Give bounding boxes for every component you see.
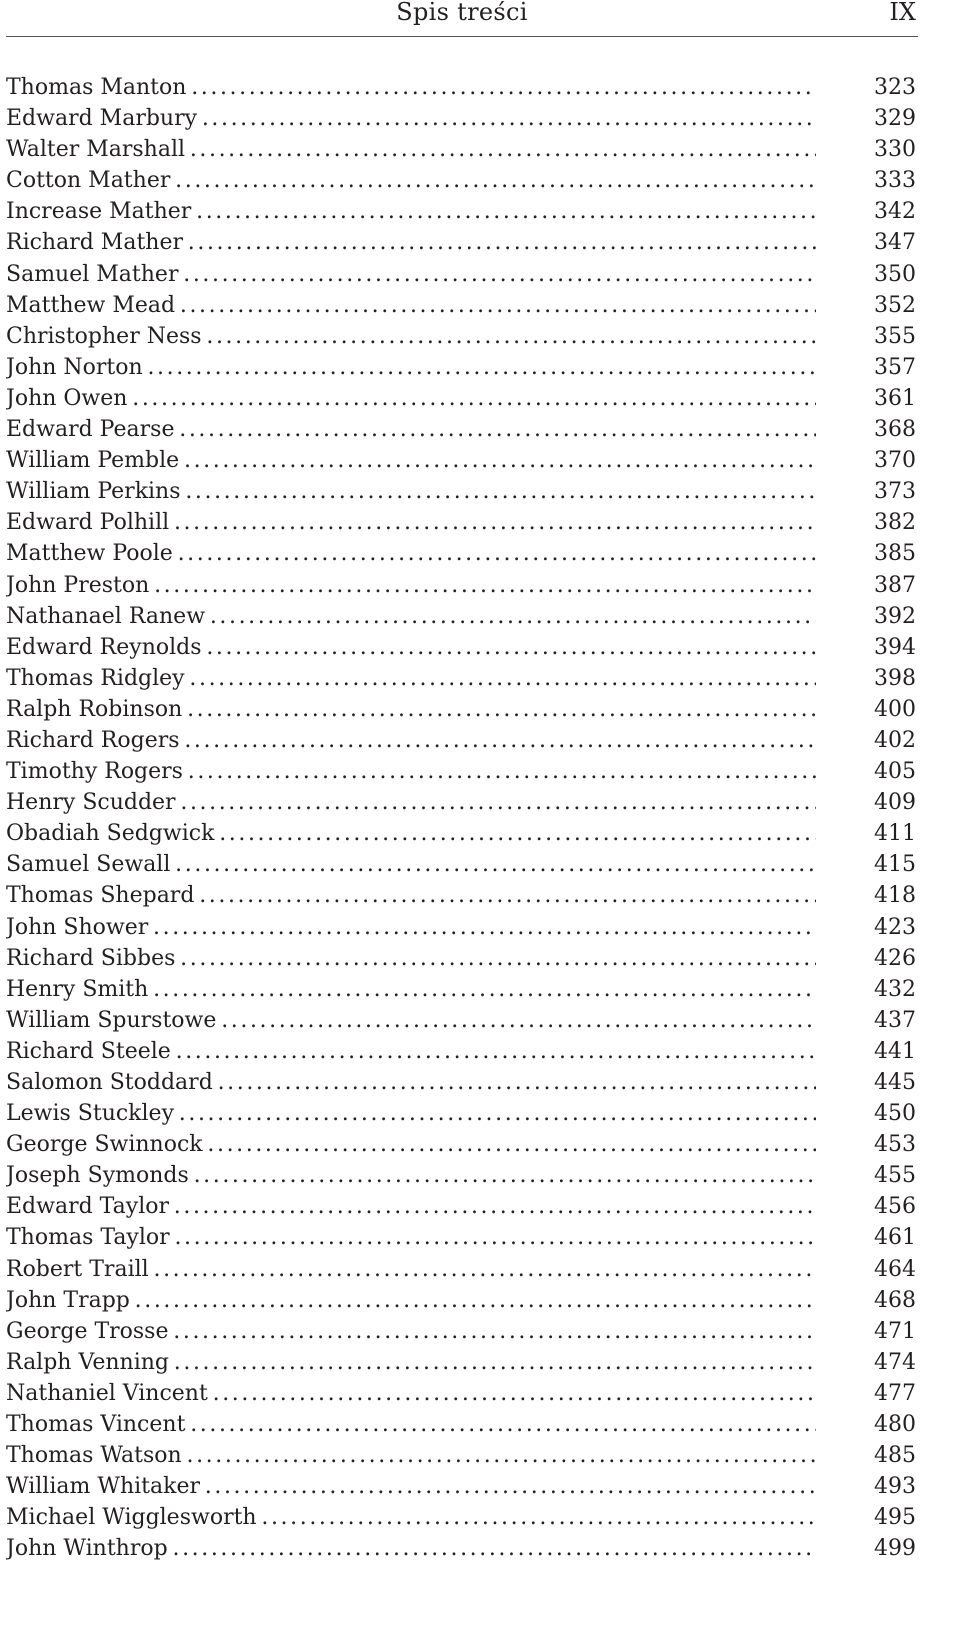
toc-entry-name: Ralph Robinson . . . xyxy=(6,694,816,725)
toc-entry-page: 330 xyxy=(874,137,916,163)
toc-entry-page: 411 xyxy=(874,821,916,847)
toc-entry[interactable] xyxy=(6,694,916,725)
toc-entry[interactable] xyxy=(6,1471,916,1502)
toc-entry[interactable] xyxy=(6,1036,916,1067)
toc-entry-name: John Trapp . . . xyxy=(6,1285,816,1316)
toc-entry[interactable] xyxy=(6,196,916,227)
toc-entry-page: 323 xyxy=(874,75,916,100)
toc-entry-page: 385 xyxy=(874,541,916,567)
toc-entry-page: 352 xyxy=(874,292,916,318)
toc-entry[interactable] xyxy=(6,725,916,756)
toc-entry[interactable] xyxy=(6,1254,916,1285)
toc-entry-page: 461 xyxy=(874,1225,916,1251)
toc-entry-name: Increase Mather . . . xyxy=(6,196,816,227)
toc-entry[interactable] xyxy=(6,445,916,476)
toc-entry-page: 415 xyxy=(874,852,916,878)
toc-entry[interactable] xyxy=(6,1440,916,1471)
toc-entry-page: 495 xyxy=(874,1505,916,1531)
toc-entry-page: 485 xyxy=(874,1443,916,1469)
toc-entry[interactable] xyxy=(6,259,916,290)
toc-entry-name: John Owen . . . xyxy=(6,383,816,414)
toc-entry-name: Richard Rogers . . . xyxy=(6,725,816,756)
toc-entry-name: Nathaniel Vincent . . . xyxy=(6,1378,816,1409)
toc-entry-page: 423 xyxy=(874,914,916,940)
toc-entry-page: 398 xyxy=(874,665,916,691)
toc-entry-page: 368 xyxy=(874,417,916,443)
toc-entry[interactable] xyxy=(6,134,916,165)
toc-entry-name: Salomon Stoddard . . . xyxy=(6,1067,816,1098)
toc-entry[interactable] xyxy=(6,570,916,601)
toc-entry-page: 453 xyxy=(874,1132,916,1158)
toc-entry-name: Thomas Watson . . . xyxy=(6,1440,816,1471)
toc-entry[interactable] xyxy=(6,1098,916,1129)
toc-entry-name: Matthew Poole . . . xyxy=(6,538,816,569)
toc-entry[interactable] xyxy=(6,1285,916,1316)
toc-entry-name: Richard Mather . . . xyxy=(6,227,816,258)
page-header xyxy=(6,0,918,37)
toc-entry[interactable] xyxy=(6,507,916,538)
toc-entry[interactable] xyxy=(6,1502,916,1533)
toc-entry-page: 370 xyxy=(874,448,916,474)
toc-entry[interactable] xyxy=(6,849,916,880)
toc-entry[interactable] xyxy=(6,538,916,569)
toc-entry-name: Edward Polhill . . . xyxy=(6,507,816,538)
toc-entry-page: 493 xyxy=(874,1474,916,1500)
toc-entry-name: John Winthrop . . . xyxy=(6,1533,816,1564)
toc-entry-name: John Norton . . . xyxy=(6,352,816,383)
toc-entry-page: 387 xyxy=(874,572,916,598)
toc-entry-name: Samuel Sewall . . . xyxy=(6,849,816,880)
toc-entry-page: 402 xyxy=(874,727,916,753)
toc-entry-name: Richard Steele . . . xyxy=(6,1036,816,1067)
toc-entry-name: William Pemble . . . xyxy=(6,445,816,476)
toc-entry[interactable] xyxy=(6,352,916,383)
toc-entry-page: 471 xyxy=(874,1318,916,1344)
toc-entry-page: 468 xyxy=(874,1287,916,1313)
toc-entry-page: 477 xyxy=(874,1380,916,1406)
toc-entry-name: Joseph Symonds . . . xyxy=(6,1160,816,1191)
toc-entry[interactable] xyxy=(6,974,916,1005)
toc-entry[interactable] xyxy=(6,165,916,196)
toc-entry[interactable] xyxy=(6,1191,916,1222)
toc-entry-name: Edward Reynolds . . . xyxy=(6,632,816,663)
toc-entry-page: 405 xyxy=(874,759,916,785)
toc-entry[interactable] xyxy=(6,1316,916,1347)
toc-entry[interactable] xyxy=(6,756,916,787)
toc-entry-name: John Preston . . . xyxy=(6,570,816,601)
toc-entry-page: 373 xyxy=(874,479,916,505)
page-number: IX xyxy=(889,0,916,26)
toc-entry-name: George Trosse . . . xyxy=(6,1316,816,1347)
toc-entry-page: 409 xyxy=(874,790,916,816)
toc-entry-name: Robert Traill . . . xyxy=(6,1254,816,1285)
toc-entry[interactable] xyxy=(6,1409,916,1440)
toc-entry-name: Timothy Rogers . . . xyxy=(6,756,816,787)
toc-entry-name: Nathanael Ranew . . . xyxy=(6,601,816,632)
toc-entry[interactable] xyxy=(6,476,916,507)
toc-entry[interactable] xyxy=(6,1129,916,1160)
toc-entry-page: 347 xyxy=(874,230,916,256)
toc-entry-name: Christopher Ness . . . xyxy=(6,321,816,352)
toc-entry-name: Lewis Stuckley . . . xyxy=(6,1098,816,1129)
toc-entry-page: 357 xyxy=(874,354,916,380)
toc-entry-page: 361 xyxy=(874,385,916,411)
toc-entry-page: 456 xyxy=(874,1194,916,1220)
toc-entry[interactable] xyxy=(6,414,916,445)
toc-entry[interactable] xyxy=(6,1378,916,1409)
toc-entry-page: 445 xyxy=(874,1070,916,1095)
toc-entry-name: John Shower . . . xyxy=(6,912,816,943)
toc-entry[interactable] xyxy=(6,72,916,103)
toc-entry-name: Ralph Venning . . . xyxy=(6,1347,816,1378)
table-of-contents xyxy=(6,72,916,1565)
toc-entry-name: William Perkins . . . xyxy=(6,476,816,507)
toc-entry-page: 418 xyxy=(874,883,916,909)
toc-entry-page: 342 xyxy=(874,199,916,225)
toc-entry-page: 392 xyxy=(874,603,916,629)
toc-entry[interactable] xyxy=(6,1160,916,1191)
toc-entry-page: 455 xyxy=(874,1163,916,1189)
toc-entry-page: 464 xyxy=(874,1256,916,1282)
toc-entry[interactable] xyxy=(6,1005,916,1036)
toc-entry-name: George Swinnock . . . xyxy=(6,1129,816,1160)
toc-entry-name: William Whitaker . . . xyxy=(6,1471,816,1502)
toc-entry[interactable] xyxy=(6,632,916,663)
toc-entry-page: 350 xyxy=(874,261,916,287)
toc-entry[interactable] xyxy=(6,943,916,974)
toc-entry-page: 382 xyxy=(874,510,916,536)
toc-entry-page: 474 xyxy=(874,1349,916,1375)
toc-entry-name: Thomas Shepard . . . xyxy=(6,880,816,911)
toc-entry-name: Michael Wigglesworth . . . xyxy=(6,1502,816,1533)
toc-entry[interactable] xyxy=(6,1347,916,1378)
toc-entry-page: 355 xyxy=(874,323,916,349)
toc-entry-page: 432 xyxy=(874,976,916,1002)
toc-entry[interactable] xyxy=(6,663,916,694)
toc-entry-page: 400 xyxy=(874,696,916,722)
toc-entry-name: Richard Sibbes . . . xyxy=(6,943,816,974)
toc-entry-page: 437 xyxy=(874,1007,916,1033)
toc-entry[interactable] xyxy=(6,321,916,352)
toc-entry[interactable] xyxy=(6,290,916,321)
toc-entry-name: Samuel Mather . . . xyxy=(6,259,816,290)
toc-entry-name: Thomas Taylor . . . xyxy=(6,1222,816,1253)
toc-entry[interactable] xyxy=(6,383,916,414)
toc-entry-name: Henry Scudder . . . xyxy=(6,787,816,818)
toc-entry-name: Cotton Mather . . . xyxy=(6,165,816,196)
toc-entry-name: Walter Marshall . . . xyxy=(6,134,816,165)
toc-entry-name: Edward Marbury . . . xyxy=(6,103,816,134)
toc-entry-page: 329 xyxy=(874,106,916,132)
toc-entry-name: Matthew Mead . . . xyxy=(6,290,816,321)
toc-entry[interactable] xyxy=(6,880,916,911)
toc-entry-page: 441 xyxy=(874,1038,916,1064)
toc-entry[interactable] xyxy=(6,1067,916,1098)
toc-entry[interactable] xyxy=(6,912,916,943)
toc-entry-name: Thomas Vincent . . . xyxy=(6,1409,816,1440)
toc-entry-page: 480 xyxy=(874,1412,916,1438)
toc-entry[interactable] xyxy=(6,103,916,134)
toc-entry-name: Henry Smith . . . xyxy=(6,974,816,1005)
toc-entry-name: William Spurstowe . . . xyxy=(6,1005,816,1036)
toc-entry-page: 450 xyxy=(874,1101,916,1127)
toc-entry[interactable] xyxy=(6,818,916,849)
toc-entry-page: 394 xyxy=(874,634,916,660)
toc-entry[interactable] xyxy=(6,1222,916,1253)
toc-entry[interactable] xyxy=(6,787,916,818)
toc-entry-name: Edward Taylor . . . xyxy=(6,1191,816,1222)
toc-entry-name: Thomas Ridgley . . . xyxy=(6,663,816,694)
page-title: Spis treści xyxy=(396,0,528,26)
toc-entry-name: Thomas Manton . . . xyxy=(6,72,816,103)
toc-entry[interactable] xyxy=(6,227,916,258)
toc-entry[interactable] xyxy=(6,601,916,632)
toc-entry-name: Obadiah Sedgwick . . . xyxy=(6,818,816,849)
toc-entry-page: 333 xyxy=(874,168,916,194)
toc-entry-name: Edward Pearse . . . xyxy=(6,414,816,445)
toc-entry-page: 426 xyxy=(874,945,916,971)
toc-entry[interactable] xyxy=(6,1533,916,1564)
toc-entry-page: 499 xyxy=(874,1536,916,1562)
